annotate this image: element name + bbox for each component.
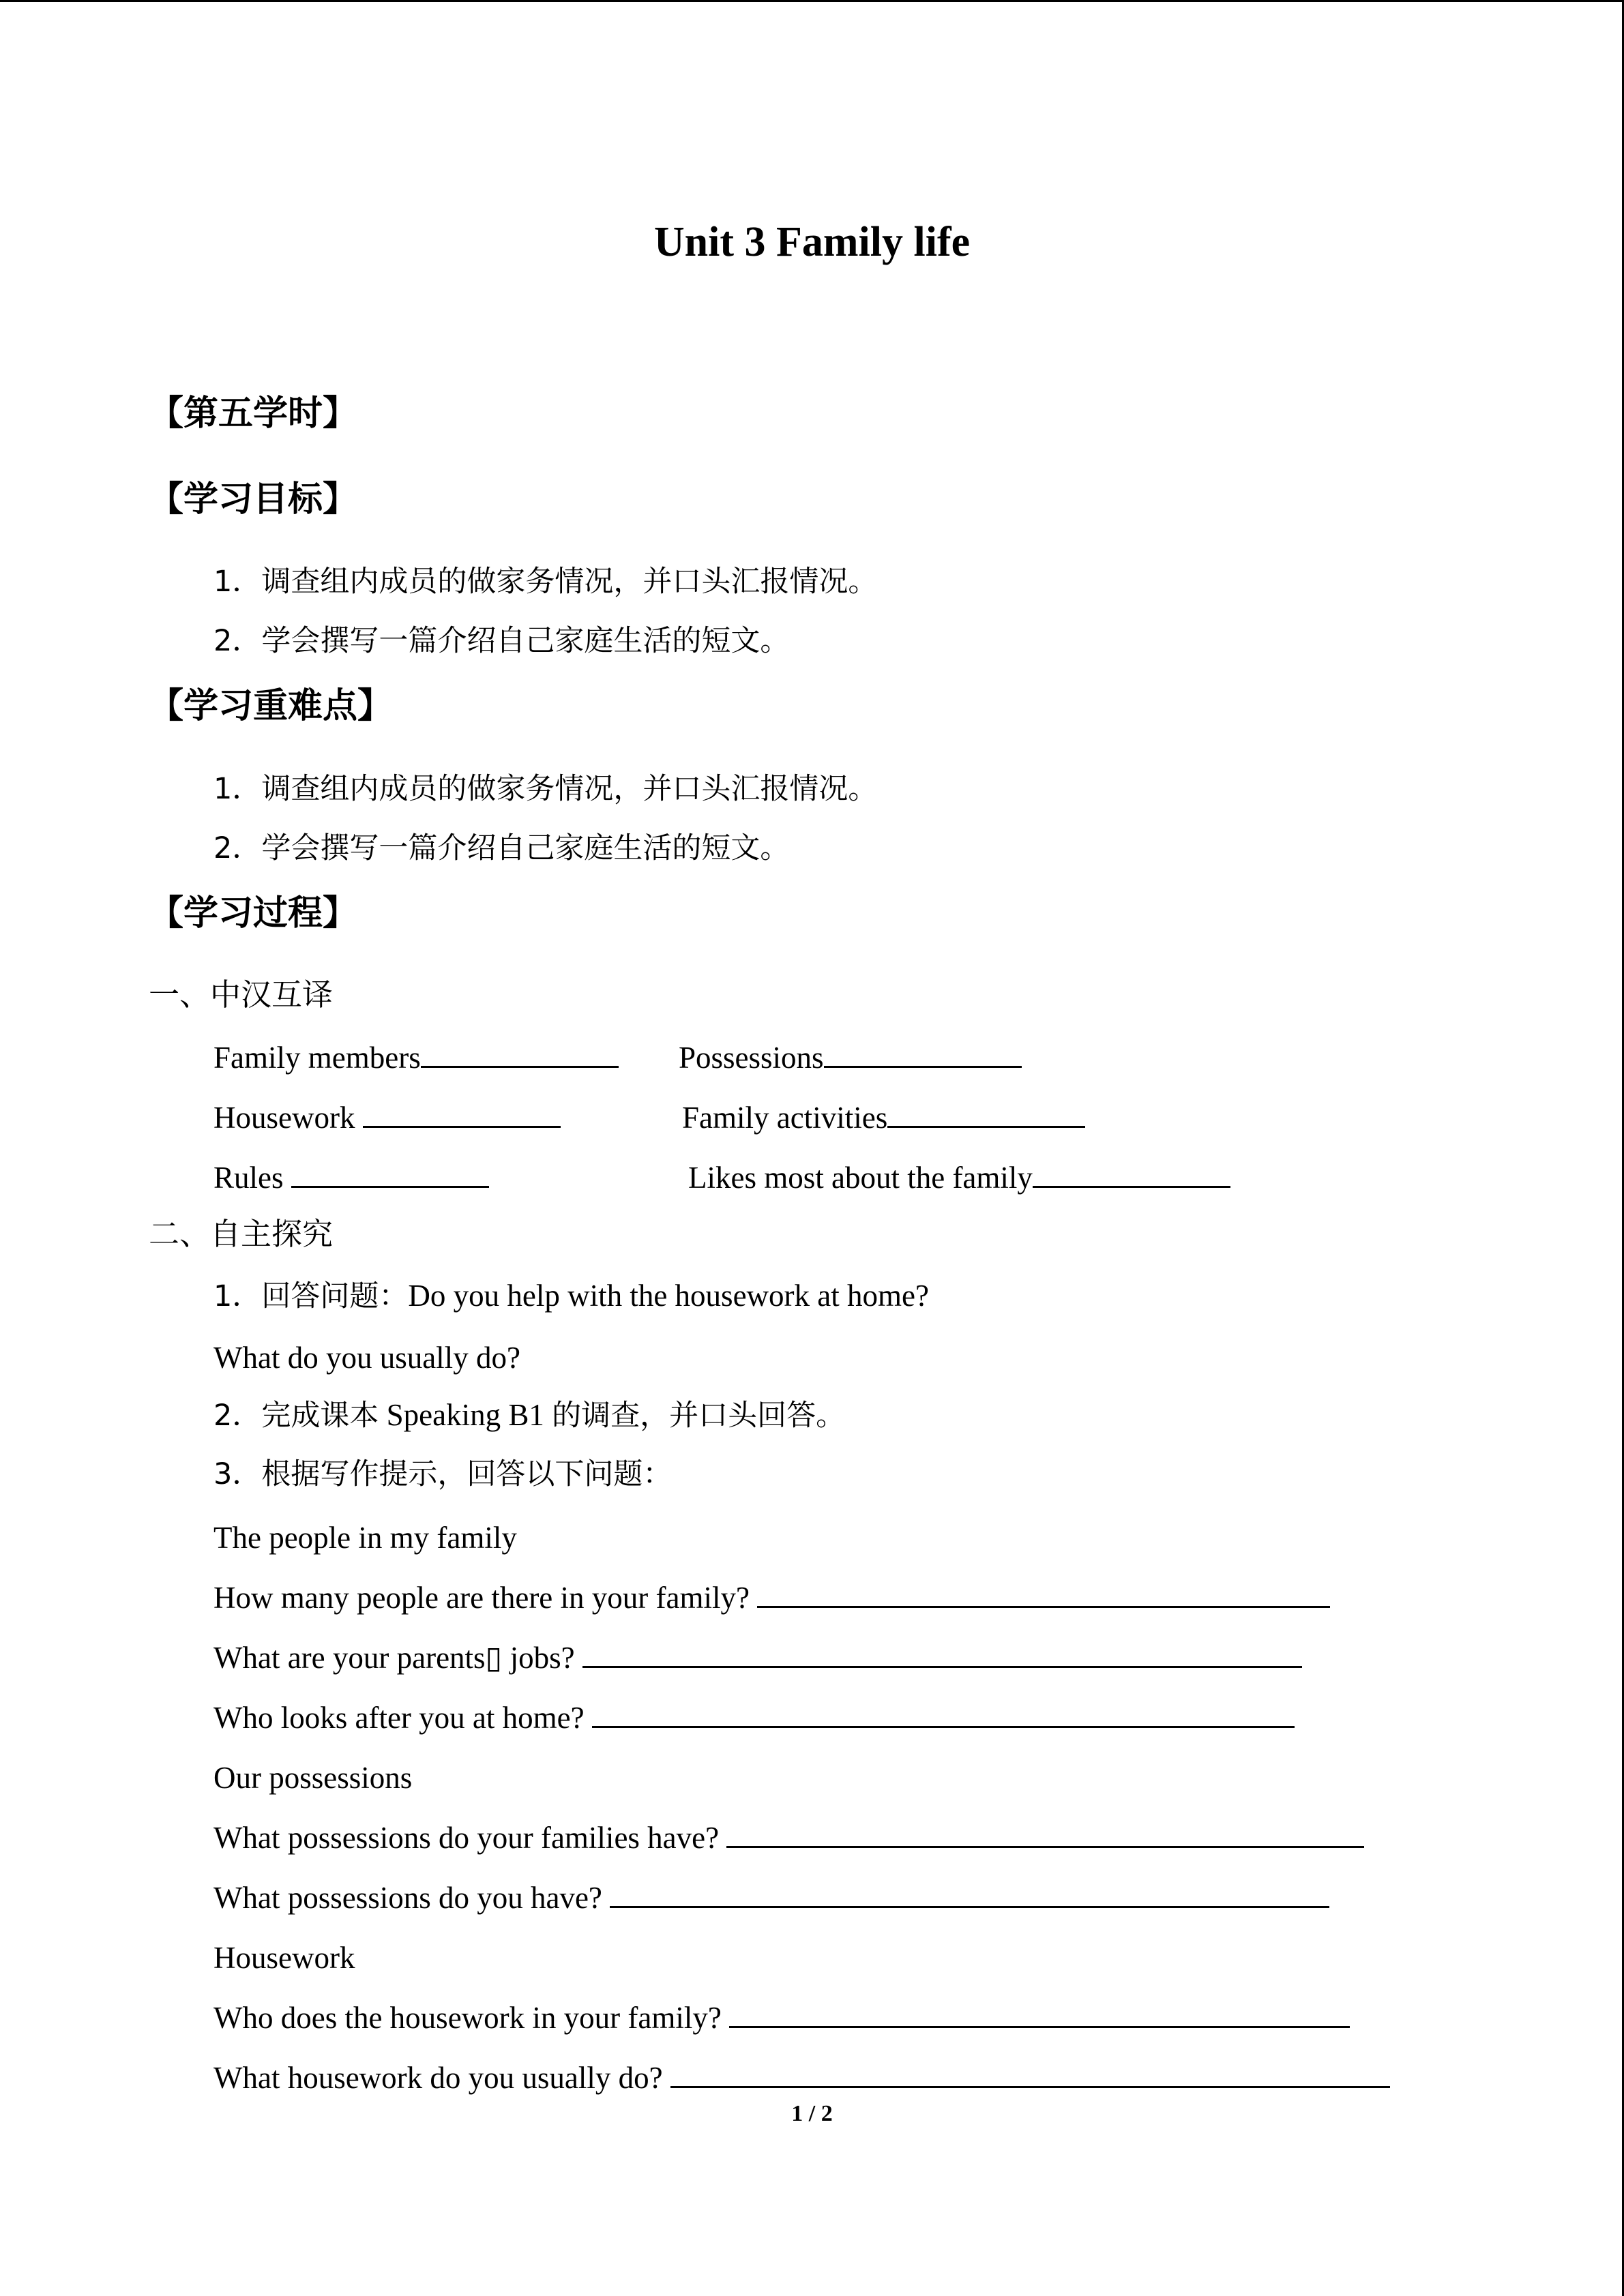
- answer-blank[interactable]: [363, 1100, 561, 1128]
- writing-question: What possessions do your families have?: [213, 1817, 1364, 1859]
- key-point-item: 2．学会撰写一篇介绍自己家庭生活的短文。: [213, 831, 790, 865]
- writing-question: What possessions do you have?: [213, 1877, 1329, 1919]
- answer-blank[interactable]: [726, 1820, 1364, 1848]
- page-title: Unit 3 Family life: [653, 219, 971, 265]
- question-1: 1．回答问题：Do you help with the housework at home?: [213, 1279, 929, 1313]
- answer-blank[interactable]: [887, 1100, 1085, 1128]
- answer-blank[interactable]: [670, 2060, 1390, 2088]
- writing-question: How many people are there in your family?: [213, 1577, 1330, 1619]
- section-translation-title: 一、中汉互译: [149, 976, 334, 1013]
- writing-question: What are your parents▯ jobs?: [213, 1637, 1302, 1679]
- page-number: 1 / 2: [791, 2101, 833, 2126]
- writing-question: Who looks after you at home?: [213, 1697, 1295, 1739]
- section-explore-title: 二、自主探究: [149, 1216, 334, 1252]
- answer-blank[interactable]: [1033, 1160, 1230, 1188]
- group-label: Our possessions: [213, 1761, 413, 1795]
- answer-blank[interactable]: [729, 2000, 1350, 2028]
- question-2: 2．完成课本 Speaking B1 的调查，并口头回答。: [213, 1398, 846, 1433]
- answer-blank[interactable]: [592, 1700, 1295, 1728]
- answer-blank[interactable]: [610, 1880, 1329, 1908]
- translation-item: Likes most about the family: [688, 1157, 1230, 1199]
- answer-blank[interactable]: [421, 1040, 619, 1068]
- writing-question: Who does the housework in your family?: [213, 1997, 1350, 2039]
- writing-question: What housework do you usually do?: [213, 2057, 1390, 2099]
- answer-blank[interactable]: [291, 1160, 489, 1188]
- group-label: Housework: [213, 1941, 355, 1975]
- translation-item: Family members: [213, 1037, 619, 1079]
- page-border-top: [0, 0, 1624, 2]
- key-points-heading: 【学习重难点】: [149, 686, 393, 726]
- objective-item: 1．调查组内成员的做家务情况，并口头汇报情况。: [213, 565, 878, 599]
- process-heading: 【学习过程】: [149, 893, 358, 934]
- answer-blank[interactable]: [824, 1040, 1022, 1068]
- key-point-item: 1．调查组内成员的做家务情况，并口头汇报情况。: [213, 772, 878, 806]
- translation-item: Possessions: [679, 1037, 1022, 1079]
- objective-item: 2．学会撰写一篇介绍自己家庭生活的短文。: [213, 624, 790, 658]
- group-label: The people in my family: [213, 1521, 517, 1555]
- answer-blank[interactable]: [757, 1580, 1330, 1608]
- question-3: 3．根据写作提示，回答以下问题：: [213, 1457, 673, 1491]
- translation-item: Housework: [213, 1097, 561, 1139]
- question-1-follow: What do you usually do?: [213, 1341, 520, 1375]
- objectives-heading: 【学习目标】: [149, 479, 358, 520]
- period-heading: 【第五学时】: [149, 393, 358, 434]
- answer-blank[interactable]: [582, 1640, 1302, 1668]
- translation-item: Rules: [213, 1157, 489, 1199]
- translation-item: Family activities: [682, 1097, 1085, 1139]
